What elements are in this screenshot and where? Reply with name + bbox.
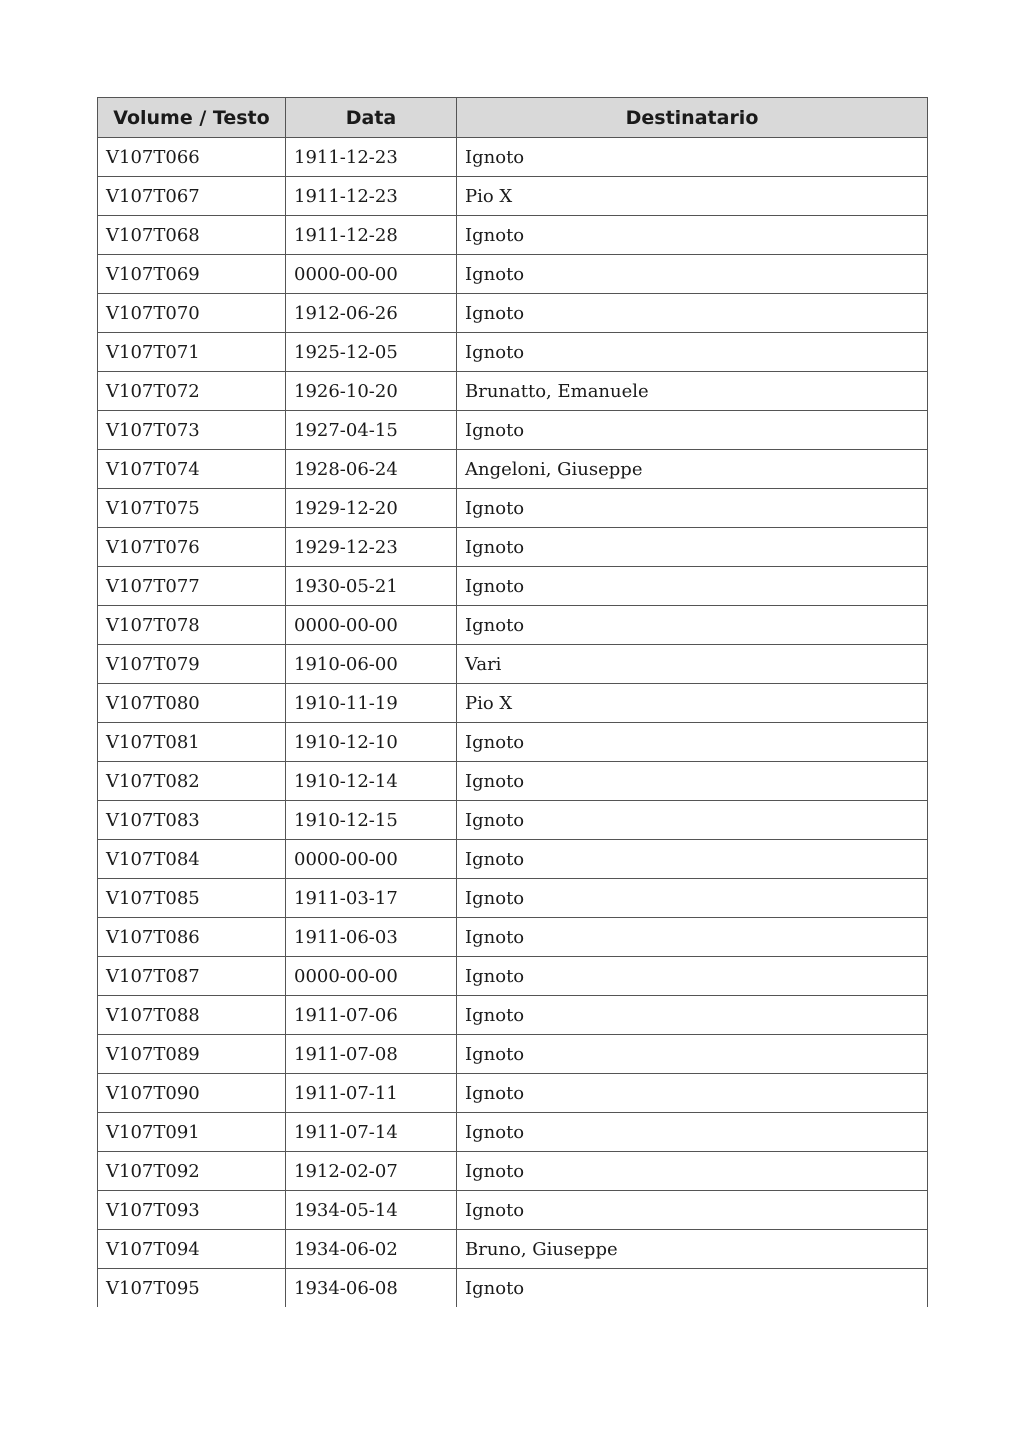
column-header-data: Data <box>286 98 457 138</box>
cell-destinatario: Ignoto <box>457 996 928 1035</box>
letters-table <box>97 97 928 1307</box>
cell-volume-testo: V107T093 <box>98 1191 286 1230</box>
table-body <box>98 138 928 1308</box>
table-row <box>98 1035 928 1074</box>
cell-volume-testo: V107T081 <box>98 723 286 762</box>
cell-volume-testo: V107T075 <box>98 489 286 528</box>
cell-volume-testo: V107T086 <box>98 918 286 957</box>
table-row <box>98 801 928 840</box>
cell-volume-testo: V107T089 <box>98 1035 286 1074</box>
cell-destinatario: Ignoto <box>457 255 928 294</box>
cell-data: 0000-00-00 <box>286 606 457 645</box>
cell-data: 1910-11-19 <box>286 684 457 723</box>
cell-destinatario: Bruno, Giuseppe <box>457 1230 928 1269</box>
column-header-volume-testo: Volume / Testo <box>98 98 286 138</box>
table-row <box>98 1152 928 1191</box>
cell-destinatario: Ignoto <box>457 606 928 645</box>
cell-destinatario: Ignoto <box>457 1074 928 1113</box>
cell-data: 1927-04-15 <box>286 411 457 450</box>
table-row <box>98 957 928 996</box>
table-row <box>98 528 928 567</box>
cell-data: 1934-06-02 <box>286 1230 457 1269</box>
cell-destinatario: Ignoto <box>457 411 928 450</box>
cell-volume-testo: V107T083 <box>98 801 286 840</box>
cell-destinatario: Ignoto <box>457 879 928 918</box>
cell-data: 1911-07-11 <box>286 1074 457 1113</box>
cell-data: 1911-12-28 <box>286 216 457 255</box>
table-row <box>98 216 928 255</box>
cell-data: 0000-00-00 <box>286 840 457 879</box>
cell-destinatario: Ignoto <box>457 1191 928 1230</box>
cell-destinatario: Ignoto <box>457 840 928 879</box>
cell-destinatario: Ignoto <box>457 1152 928 1191</box>
cell-volume-testo: V107T087 <box>98 957 286 996</box>
cell-destinatario: Pio X <box>457 684 928 723</box>
cell-data: 1911-12-23 <box>286 177 457 216</box>
cell-data: 1911-07-06 <box>286 996 457 1035</box>
cell-data: 1910-12-15 <box>286 801 457 840</box>
table-row <box>98 1230 928 1269</box>
cell-volume-testo: V107T069 <box>98 255 286 294</box>
cell-destinatario: Ignoto <box>457 762 928 801</box>
table-row <box>98 489 928 528</box>
cell-data: 1911-12-23 <box>286 138 457 177</box>
cell-data: 1928-06-24 <box>286 450 457 489</box>
cell-volume-testo: V107T066 <box>98 138 286 177</box>
cell-data: 1929-12-20 <box>286 489 457 528</box>
cell-volume-testo: V107T068 <box>98 216 286 255</box>
cell-volume-testo: V107T076 <box>98 528 286 567</box>
cell-volume-testo: V107T090 <box>98 1074 286 1113</box>
table-row <box>98 567 928 606</box>
cell-volume-testo: V107T073 <box>98 411 286 450</box>
cell-data: 1910-12-14 <box>286 762 457 801</box>
cell-volume-testo: V107T088 <box>98 996 286 1035</box>
cell-data: 1934-05-14 <box>286 1191 457 1230</box>
cell-destinatario: Ignoto <box>457 216 928 255</box>
cell-volume-testo: V107T071 <box>98 333 286 372</box>
cell-volume-testo: V107T091 <box>98 1113 286 1152</box>
cell-destinatario: Ignoto <box>457 723 928 762</box>
cell-data: 1911-03-17 <box>286 879 457 918</box>
table-row <box>98 879 928 918</box>
document-page <box>97 97 927 1307</box>
cell-volume-testo: V107T095 <box>98 1269 286 1308</box>
cell-data: 1925-12-05 <box>286 333 457 372</box>
cell-data: 1912-06-26 <box>286 294 457 333</box>
cell-volume-testo: V107T084 <box>98 840 286 879</box>
table-row <box>98 372 928 411</box>
table-row <box>98 606 928 645</box>
cell-destinatario: Ignoto <box>457 333 928 372</box>
table-row <box>98 996 928 1035</box>
cell-data: 0000-00-00 <box>286 255 457 294</box>
cell-destinatario: Ignoto <box>457 489 928 528</box>
cell-volume-testo: V107T077 <box>98 567 286 606</box>
cell-data: 1934-06-08 <box>286 1269 457 1308</box>
table-row <box>98 684 928 723</box>
cell-destinatario: Ignoto <box>457 801 928 840</box>
cell-volume-testo: V107T085 <box>98 879 286 918</box>
cell-destinatario: Ignoto <box>457 528 928 567</box>
cell-destinatario: Angeloni, Giuseppe <box>457 450 928 489</box>
cell-data: 1926-10-20 <box>286 372 457 411</box>
cell-data: 1912-02-07 <box>286 1152 457 1191</box>
cell-volume-testo: V107T070 <box>98 294 286 333</box>
cell-destinatario: Pio X <box>457 177 928 216</box>
cell-destinatario: Brunatto, Emanuele <box>457 372 928 411</box>
cell-data: 1929-12-23 <box>286 528 457 567</box>
table-row <box>98 255 928 294</box>
header-row <box>98 98 928 138</box>
table-row <box>98 645 928 684</box>
table-row <box>98 762 928 801</box>
table-row <box>98 177 928 216</box>
cell-volume-testo: V107T094 <box>98 1230 286 1269</box>
cell-destinatario: Ignoto <box>457 138 928 177</box>
cell-volume-testo: V107T092 <box>98 1152 286 1191</box>
table-row <box>98 138 928 177</box>
cell-data: 0000-00-00 <box>286 957 457 996</box>
cell-data: 1910-06-00 <box>286 645 457 684</box>
cell-data: 1911-07-14 <box>286 1113 457 1152</box>
table-row <box>98 840 928 879</box>
cell-destinatario: Ignoto <box>457 1269 928 1308</box>
cell-volume-testo: V107T074 <box>98 450 286 489</box>
cell-volume-testo: V107T082 <box>98 762 286 801</box>
cell-volume-testo: V107T078 <box>98 606 286 645</box>
cell-data: 1930-05-21 <box>286 567 457 606</box>
table-row <box>98 1074 928 1113</box>
table-row <box>98 411 928 450</box>
cell-destinatario: Ignoto <box>457 918 928 957</box>
cell-destinatario: Ignoto <box>457 567 928 606</box>
table-row <box>98 1191 928 1230</box>
table-row <box>98 723 928 762</box>
cell-volume-testo: V107T080 <box>98 684 286 723</box>
table-row <box>98 918 928 957</box>
cell-data: 1911-07-08 <box>286 1035 457 1074</box>
cell-destinatario: Ignoto <box>457 1113 928 1152</box>
cell-volume-testo: V107T067 <box>98 177 286 216</box>
cell-volume-testo: V107T079 <box>98 645 286 684</box>
cell-data: 1911-06-03 <box>286 918 457 957</box>
column-header-destinatario: Destinatario <box>457 98 928 138</box>
table-row <box>98 450 928 489</box>
cell-destinatario: Ignoto <box>457 1035 928 1074</box>
cell-destinatario: Ignoto <box>457 957 928 996</box>
cell-destinatario: Ignoto <box>457 294 928 333</box>
cell-destinatario: Vari <box>457 645 928 684</box>
table-row <box>98 1113 928 1152</box>
cell-data: 1910-12-10 <box>286 723 457 762</box>
table-row <box>98 294 928 333</box>
table-row <box>98 333 928 372</box>
table-header <box>98 98 928 138</box>
table-row <box>98 1269 928 1308</box>
cell-volume-testo: V107T072 <box>98 372 286 411</box>
